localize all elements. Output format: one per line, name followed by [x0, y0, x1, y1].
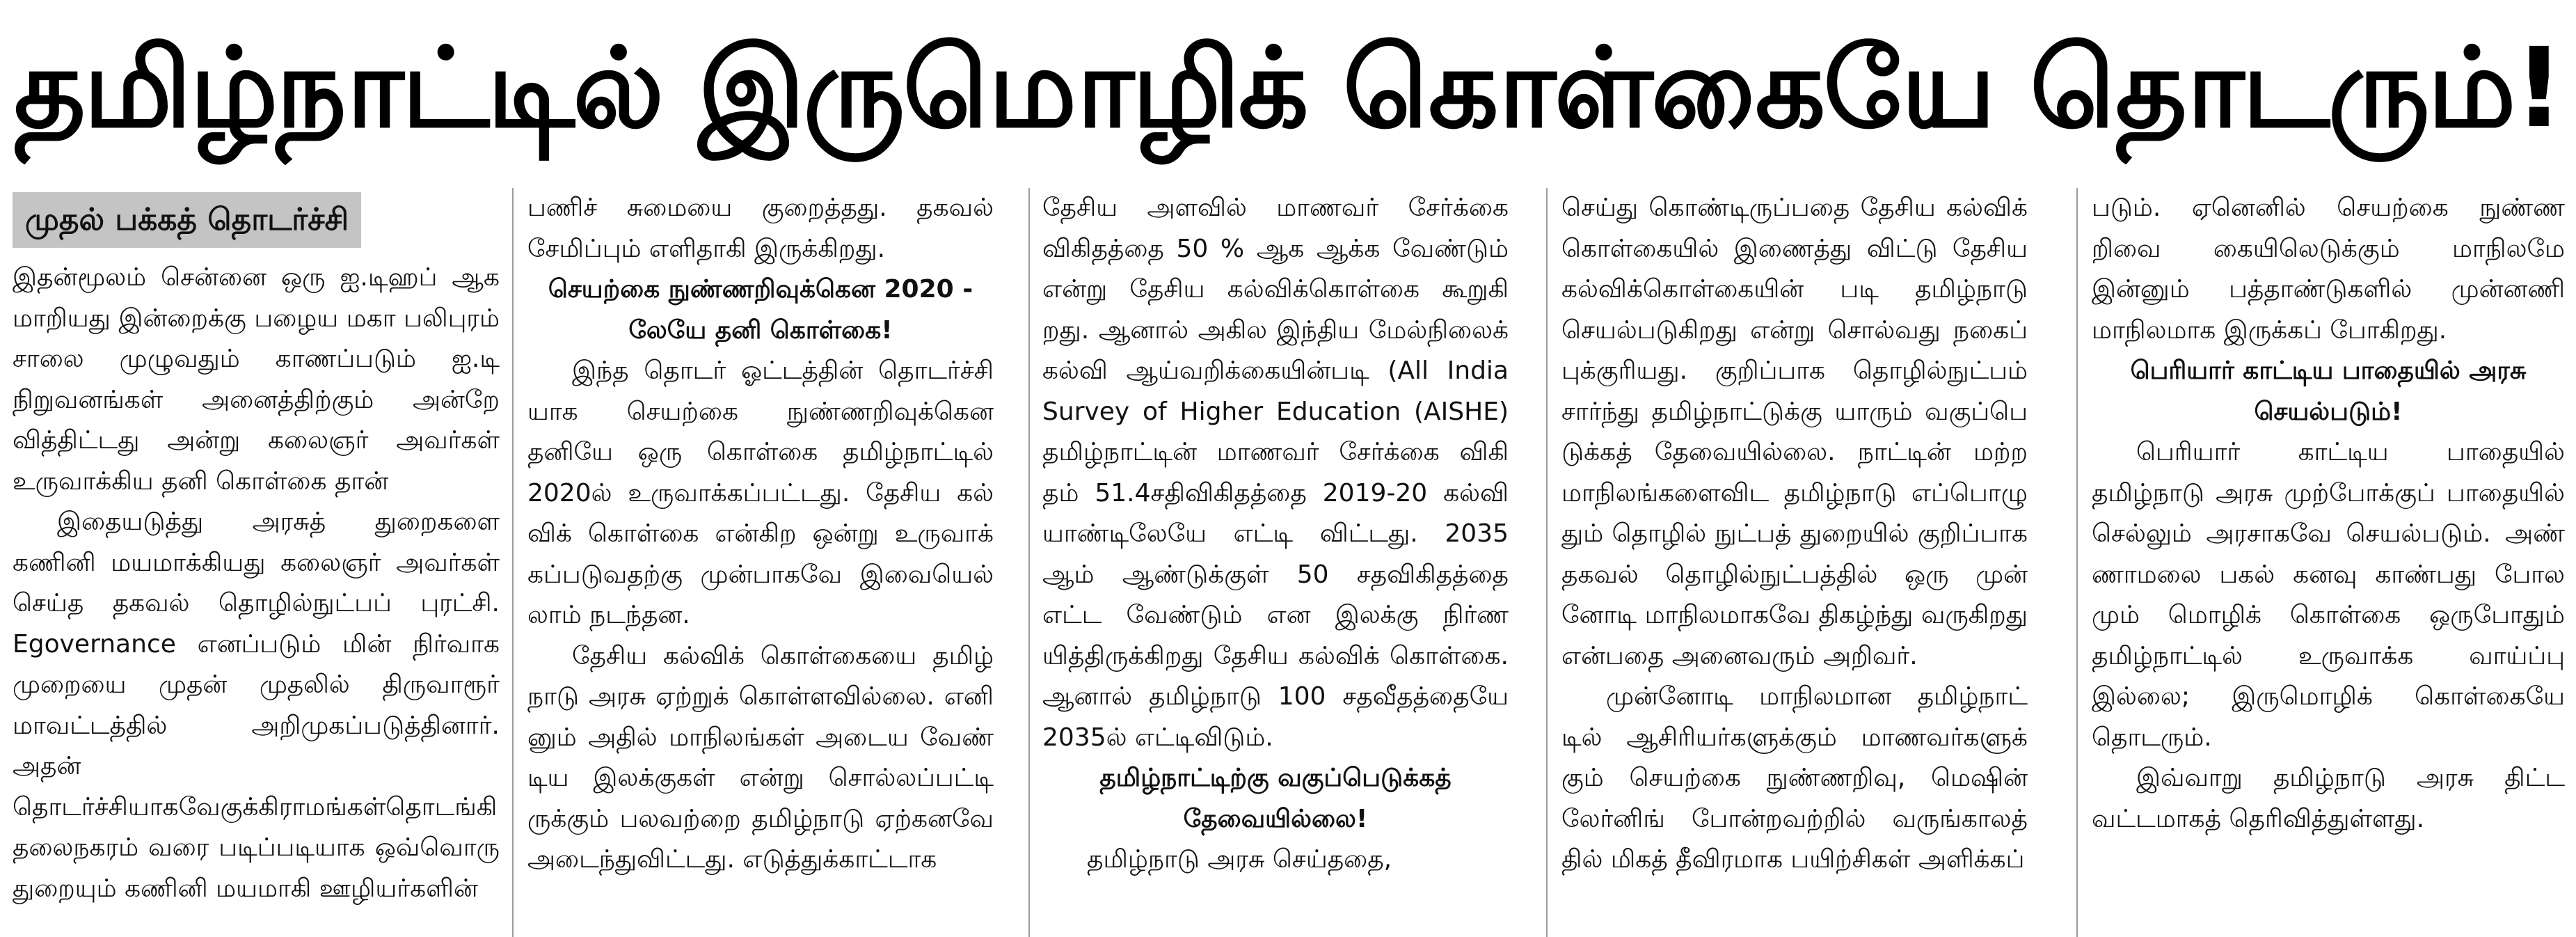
article-paragraph: தேசிய அளவில் மாணவர் சேர்க்கை விகிதத்தை 50 % ஆக ஆக்க வேண்டும் என்று தேசிய கல்விக்கொள்கை கூறுகி றது. ஆனால் அகில இந்திய மேல்நிலைக் கல்வி ஆய்வறிக்கையின்படி (All India Survey of Higher Education (AISHE) தமிழ்நாட்டின் மாணவர் சேர்க்கை விகி தம் 51.4சதிவிகிதத்தை 2019-20 கல்வி யாண்டிலேயே எட்டி விட்டது. 2035 ஆம் ஆண்டுக்குள் 50 சதவிகிதத்தை எட்ட வேண்டும் என இலக்கு நிர்ண யித்திருக்கிறது தேசிய கல்விக் கொள்கை. ஆனால் தமிழ்நாடு 100 சதவீதத்தையே 2035ல் எட்டிவிடும்.	[1042, 194, 1509, 752]
article-paragraph: தேசிய கல்விக் கொள்கையை தமிழ் நாடு அரசு ஏற்றுக் கொள்ளவில்லை. எனி னும் அதில் மாநிலங்கள் அடைய வேண் டிய இலக்குகள் என்று சொல்லப்பட்டி ருக்கும் பலவற்றை தமிழ்நாடு ஏற்கனவே அடைந்துவிட்டது. எடுத்துக்காட்டாக	[527, 641, 994, 874]
article-paragraph: பணிச் சுமையை குறைத்தது. தகவல் சேமிப்பும் எளிதாகி இருக்கிறது.	[527, 194, 994, 263]
continuation-label: முதல் பக்கத் தொடர்ச்சி	[13, 192, 361, 248]
section-subheading: பெரியார் காட்டிய பாதையில் அரசு செயல்படும்!	[2130, 356, 2527, 426]
article-paragraph: தமிழ்நாடு அரசு செய்ததை,	[1087, 845, 1392, 874]
article-column-2	[520, 188, 1001, 937]
article-column-1	[6, 188, 507, 937]
article-column-4	[1555, 188, 2035, 937]
column-divider	[512, 188, 514, 937]
article-paragraph: பெரியார் காட்டிய பாதையில் தமிழ்நாடு அரசு முற்போக்குப் பாதையில் செல்லும் அரசாகவே செயல்படும். அண் ணாமலை பகல் கனவு காண்பது போல மும் மொழிக் கொள்கை ஒருபோதும் தமிழ்நாட்டில் உருவாக்க வாய்ப்பு இல்லை; இருமொழிக் கொள்கையே தொடரும்.	[2092, 438, 2565, 752]
article-column-3	[1035, 188, 1516, 937]
column-divider	[2076, 188, 2078, 937]
article-column-5	[2085, 188, 2572, 937]
article-paragraph: இவ்வாறு தமிழ்நாடு அரசு திட்ட வட்டமாகத் தெரிவித்துள்ளது.	[2092, 764, 2565, 833]
column-divider	[1028, 188, 1030, 937]
article-paragraph: செய்து கொண்டிருப்பதை தேசிய கல்விக் கொள்கையில் இணைத்து விட்டு தேசிய கல்விக்கொள்கையின் படி தமிழ்நாடு செயல்படுகிறது என்று சொல்வது நகைப் புக்குரியது. குறிப்பாக தொழில்நுட்பம் சார்ந்து தமிழ்நாட்டுக்கு யாரும் வகுப்பெ டுக்கத் தேவையில்லை. நாட்டின் மற்ற மாநிலங்களைவிட தமிழ்நாடு எப்பொழு தும் தொழில் நுட்பத் துறையில் குறிப்பாக தகவல் தொழில்நுட்பத்தில் ஒரு முன் னோடி மாநிலமாகவே திகழ்ந்து வருகிறது என்பதை அனைவரும் அறிவர்.	[1561, 194, 2028, 670]
article-paragraph: இதன்மூலம் சென்னை ஒரு ஐ.டிஹப் ஆக மாறியது இன்றைக்கு பழைய மகா பலிபுரம் சாலை முழுவதும் காணப்படும் ஐ.டி நிறுவனங்கள் அனைத்திற்கும் அன்றே வித்திட்டது அன்று கலைஞர் அவர்கள் உருவாக்கிய தனி கொள்கை தான்	[13, 263, 500, 496]
headline: தமிழ்நாட்டில் இருமொழிக் கொள்கையே தொடரும்!	[14, 24, 2562, 152]
article-paragraph: இதையடுத்து அரசுத் துறைகளை கணினி மயமாக்கியது கலைஞர் அவர்கள் செய்த தகவல் தொழில்நுட்பப் புரட்சி. Egovernance எனப்படும் மின் நிர்வாக முறையை முதன் முதலில் திருவாரூர் மாவட்டத்தில் அறிமுகப்படுத்தினார். அதன் தொடர்ச்சியாகவேகுக்கிராமங்கள்தொடங்கி தலைநகரம் வரை படிப்படியாக ஒவ்வொரு துறையும் கணினி மயமாகி ஊழியர்களின்	[13, 507, 500, 903]
article-paragraph: படும். ஏனெனில் செயற்கை நுண்ண றிவை கையிலெடுக்கும் மாநிலமே இன்னும் பத்தாண்டுகளில் முன்னணி மாநிலமாக இருக்கப் போகிறது.	[2092, 194, 2565, 345]
article-paragraph: முன்னோடி மாநிலமான தமிழ்நாட் டில் ஆசிரியர்களுக்கும் மாணவர்களுக் கும் செயற்கை நுண்ணறிவு, மெஷின் லேர்னிங் போன்றவற்றில் வருங்காலத் தில் மிகத் தீவிரமாக பயிற்சிகள் அளிக்கப்	[1561, 682, 2028, 874]
article-paragraph: இந்த தொடர் ஓட்டத்தின் தொடர்ச்சி யாக செயற்கை நுண்ணறிவுக்கென தனியே ஒரு கொள்கை தமிழ்நாட்டில் 2020ல் உருவாக்கப்பட்டது. தேசிய கல் விக் கொள்கை என்கிற ஒன்று உருவாக் கப்படுவதற்கு முன்பாகவே இவையெல் லாம் நடந்தன.	[527, 356, 994, 629]
section-subheading: செயற்கை நுண்ணறிவுக்கென 2020 - லேயே தனி கொள்கை!	[548, 275, 973, 345]
article-body	[0, 188, 2576, 937]
section-subheading: தமிழ்நாட்டிற்கு வகுப்பெடுக்கத் தேவையில்லை!	[1099, 764, 1452, 833]
column-divider	[1546, 188, 1548, 937]
